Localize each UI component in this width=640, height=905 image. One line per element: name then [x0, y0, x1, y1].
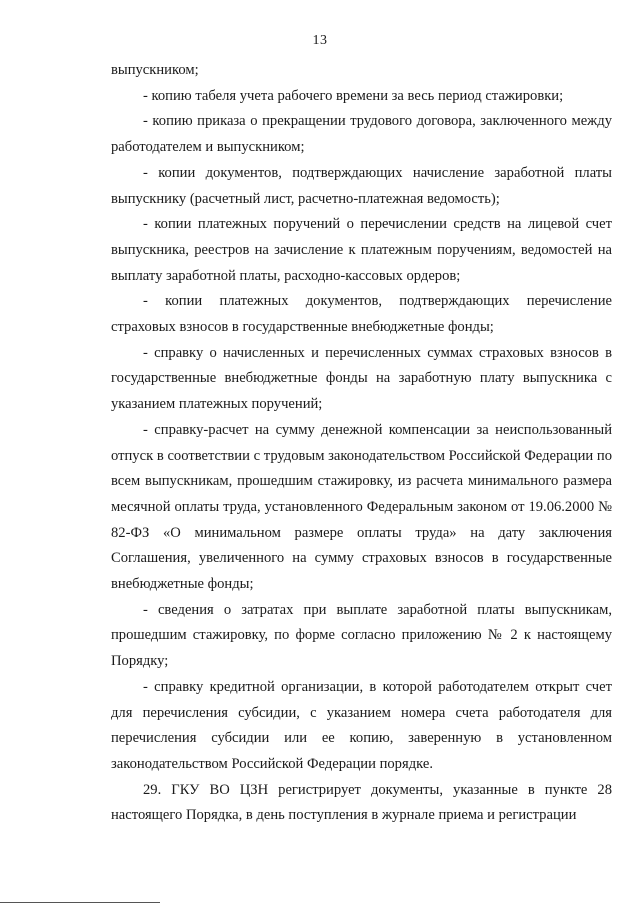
paragraph-continuation: выпускником;: [111, 62, 199, 78]
document-body: [111, 58, 612, 829]
paragraph-salary-expenses-info: - сведения о затратах при выплате заработной платы выпускникам, прошедшим стажировку, по форме согласно приложению № 2 к настоящему Порядку;: [111, 601, 612, 670]
paragraph-timesheet-copy: - копию табеля учета рабочего времени за весь период стажировки;: [143, 87, 564, 104]
page-number: 13: [312, 33, 328, 48]
paragraph-insurance-certificate: - справку о начисленных и перечисленных суммах страховых взносов в государственные внебюджетные фонды на заработную плату выпускника с указанием платежных поручений;: [111, 344, 612, 413]
paragraph-payment-orders: - копии платежных поручений о перечислении средств на лицевой счет выпускника, реестров на зачисление к платежным поручениям, ведомостей на выплату заработной платы, расходно-кассовых ордеров;: [111, 216, 612, 284]
paragraph-item-29: 29. ГКУ ВО ЦЗН регистрирует документы, указанные в пункте 28 настоящего Порядка, в день поступления в журнале приема и регистрации: [111, 781, 612, 824]
paragraph-bank-certificate: - справку кредитной организации, в которой работодателем открыт счет для перечисления субсидии, с указанием номера счета работодателя для перечисления субсидии или ее копию, заверенную в установленном законодательством Российской Федерации порядке.: [111, 678, 612, 772]
footnote-divider: [0, 902, 160, 903]
paragraph-insurance-payment-documents: - копии платежных документов, подтверждающих перечисление страховых взносов в государственные внебюджетные фонды;: [111, 293, 612, 336]
paragraph-vacation-compensation: - справку-расчет на сумму денежной компенсации за неиспользованный отпуск в соответствии с трудовым законодательством Российской Федерации по всем выпускникам, прошедшим стажировку, из расчета минимального размера месячной оплаты труда, установленного Федеральным законом от 19.06.2000 № 82-ФЗ «О минимальном размере оплаты труда» на дату заключения Соглашения, увеличенного на сумму страховых взносов в государственные внебюджетные фонды;: [111, 421, 612, 593]
paragraph-termination-order-copy: - копию приказа о прекращении трудового договора, заключенного между работодателем и выпускником;: [111, 113, 612, 156]
paragraph-salary-documents: - копии документов, подтверждающих начисление заработной платы выпускнику (расчетный лист, расчетно-платежная ведомость);: [111, 164, 612, 207]
